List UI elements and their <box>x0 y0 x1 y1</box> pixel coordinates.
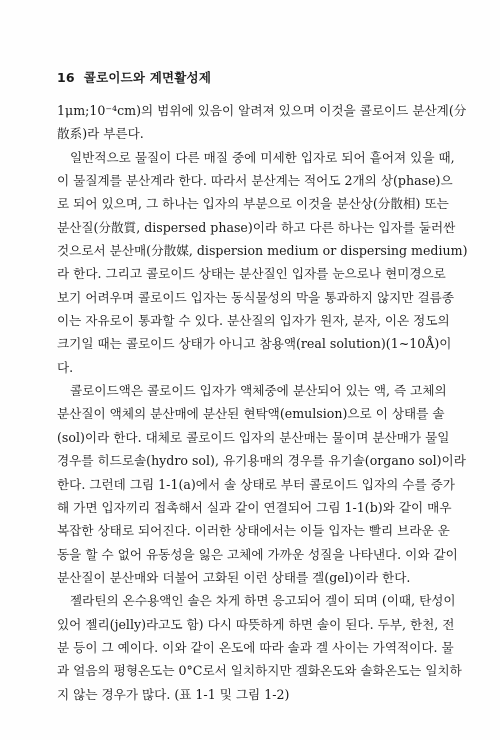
text-line: 로 되어 있으며, 그 하나는 입자의 부분으로 이것을 분산상(分散相) 또는 <box>57 196 449 212</box>
text-line: 일반적으로 물질이 다른 매질 중에 미세한 입자로 되어 흩어져 있을 때, <box>70 149 455 165</box>
text-line: 한다. 그런데 그림 1-1(a)에서 솔 상태로 부터 콜로이드 입자의 수를 증가 <box>57 476 455 492</box>
text-line: 것으로서 분산매(分散媒, dispersion medium or dispersing medium) <box>57 243 468 259</box>
text-line: 분산질이 분산매와 더불어 고화된 이런 상태를 겔(gel)이라 한다. <box>57 569 411 585</box>
text-line: 다. <box>57 359 74 375</box>
text-line: 해 가면 입자끼리 접촉해서 실과 같이 연결되어 그림 1-1(b)와 같이 매우 <box>57 499 452 515</box>
text-line: 이 물질계를 분산계라 한다. 따라서 분산계는 적어도 2개의 상(phase)으 <box>57 173 453 189</box>
text-line: 과 얼음의 평형온도는 0°C로서 일치하지만 겔화온도와 솔화온도는 일치하 <box>57 663 462 679</box>
text-line: 분산질이 액체의 분산매에 분산된 현탁액(emulsion)으로 이 상태를 솔 <box>57 406 445 422</box>
text-line: (sol)이라 한다. 대체로 콜로이드 입자의 분산매는 물이며 분산매가 물일 <box>57 429 450 445</box>
text-line: 1μm;10⁻⁴cm)의 범위에 있음이 알려져 있으며 이것을 콜로이드 분산계(分 <box>57 103 467 118</box>
text-line: 복잡한 상태로 되어진다. 이러한 상태에서는 이들 입자는 빨리 브라운 운 <box>57 523 450 539</box>
body-text <box>57 99 468 706</box>
text-line: 지 않는 경우가 많다. (표 1-1 및 그림 1-2) <box>57 686 290 702</box>
text-line: 젤라틴의 온수용액인 솔은 차게 하면 응고되어 겔이 되며 (이때, 탄성이 <box>70 593 456 609</box>
chapter-title: 콜로이드와 계면활성제 <box>83 70 212 85</box>
text-line: 콜로이드액은 콜로이드 입자가 액체중에 분산되어 있는 액, 즉 고체의 <box>70 383 447 399</box>
text-line: 크기일 때는 콜로이드 상태가 아니고 참용액(real solution)(1~10Å)이 <box>57 336 452 352</box>
running-head <box>57 68 211 86</box>
text-line: 동을 할 수 없어 유동성을 잃은 고체에 가까운 성질을 나타낸다. 이와 같이 <box>57 546 458 562</box>
page-number: 16 <box>57 70 75 85</box>
text-line: 분산질(分散質, dispersed phase)이라 하고 다른 하나는 입자를 둘러싼 <box>57 219 456 235</box>
text-line: 라 한다. 그리고 콜로이드 상태는 분산질인 입자를 눈으로나 현미경으로 <box>57 266 446 282</box>
text-line: 있어 젤리(jelly)라고도 함) 다시 따뜻하게 하면 솔이 된다. 두부, 한천, 전 <box>57 616 455 632</box>
text-line: 경우를 히드로솔(hydro sol), 유기용매의 경우를 유기솔(organo sol)이라 <box>57 453 466 469</box>
text-line: 散系)라 부른다. <box>57 126 144 142</box>
text-line: 보기 어려우며 콜로이드 입자는 동식물성의 막을 통과하지 않지만 걸름종 <box>57 289 454 305</box>
text-line: 이는 자유로이 통과할 수 있다. 분산질의 입자가 원자, 분자, 이온 정도의 <box>57 313 450 329</box>
text-line: 분 등이 그 예이다. 이와 같이 온도에 따라 솔과 겔 사이는 가역적이다. 물 <box>57 639 454 655</box>
